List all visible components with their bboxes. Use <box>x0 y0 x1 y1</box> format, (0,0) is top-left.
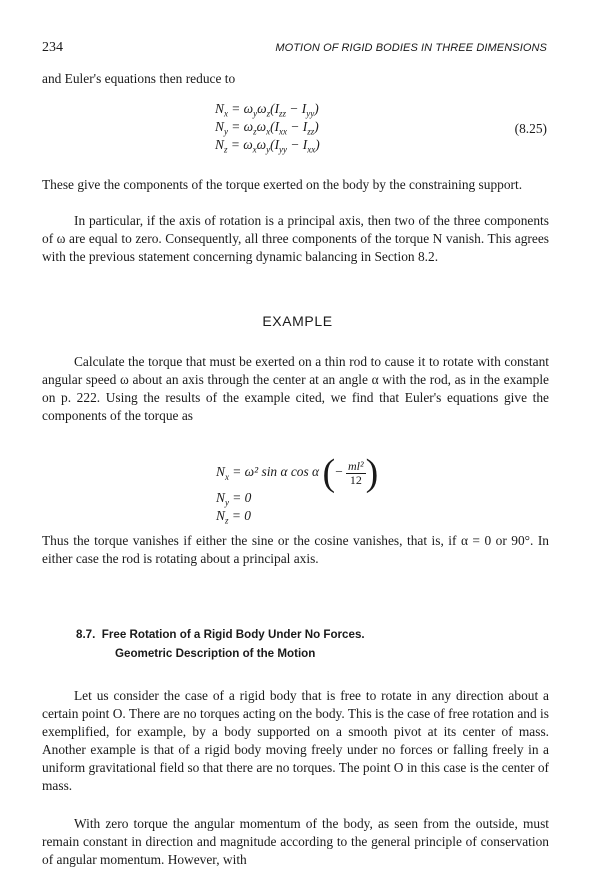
running-header <box>0 40 595 58</box>
section-title-line2: Geometric Description of the Motion <box>115 647 316 660</box>
paragraph-angular-momentum: With zero torque the angular momentum of the body, as seen from the outside, must remain constant in direction and magnitude according to the general principle of conservation of angular momentum. However, with <box>42 816 549 867</box>
equation-number: (8.25) <box>514 121 547 136</box>
section-title-line1: Free Rotation of a Rigid Body Under No Forces. <box>101 628 365 641</box>
example-eq-ny-rhs: = 0 <box>232 490 252 505</box>
page-number: 234 <box>42 40 63 55</box>
eq-ny-sub: y <box>223 126 228 137</box>
eq-nx-lhs: N <box>215 101 224 116</box>
fraction-denominator: 12 <box>349 472 362 487</box>
eq-nz-sub: z <box>223 144 228 155</box>
eq-ny-rhs: = $\omega_z\omega_x(I_{xx} - I_{zz})$ <box>231 119 319 137</box>
eq-nz-rhs: = $\omega_x\omega_y(I_{yy} - I_{xx})$ <box>230 137 320 155</box>
equation-row-ny <box>215 119 319 135</box>
equation-row-nx <box>215 101 319 117</box>
paragraph-principal-axis: In particular, if the axis of rotation is a principal axis, then two of the three components of ω are equal to zero. Consequently, all three components of the torque N vanish. This agrees with the previous statement concerning dynamic balancing in Section 8.2. <box>42 213 549 264</box>
running-title: MOTION OF RIGID BODIES IN THREE DIMENSIONS <box>275 42 547 54</box>
example-eq-ny: $N_y = 0$ <box>216 490 252 508</box>
eq-ny-lhs: N <box>215 119 224 134</box>
example-equations <box>0 446 595 526</box>
section-heading <box>76 625 365 663</box>
example-eq-nz: $N_z = 0$ <box>216 508 251 526</box>
eq-nz-lhs: N <box>215 137 224 152</box>
intro-text: and Euler's equations then reduce to <box>42 71 236 86</box>
section-number: 8.7. <box>76 628 96 641</box>
example-eq-nz-rhs: = 0 <box>231 508 251 523</box>
equation-row-nz <box>215 137 320 153</box>
example-heading: EXAMPLE <box>262 313 333 329</box>
eq-nx-sub: x <box>223 108 228 119</box>
paragraph-free-rotation: Let us consider the case of a rigid body that is free to rotate in any direction about a certain point O. There are no torques acting on the body. This is the case of free rotation and is exemplified, for example, by a body supported on a smooth pivot at its center of mass. Another example is that of a rigid body moving freely under no forces or falling freely in a uniform gravitational field so that there are no torques. The point O in this case is the center of mass. <box>42 688 549 793</box>
example-eq-nx-rhs: = ω² sin α cos α <box>232 464 320 480</box>
equation-8-25 <box>0 101 595 157</box>
paragraph-constraint: These give the components of the torque exerted on the body by the constraining support. <box>42 177 523 192</box>
eq-nx-rhs: = $\omega_y\omega_z(I_{zz} - I_{yy})$ <box>231 101 319 119</box>
example-problem: Calculate the torque that must be exerted on a thin rod to cause it to rotate with constant angular speed ω about an axis through the center at an angle α with the rod, as in the example on p. 222. Using the results of the example cited, we find that Euler's equations give the components of the torque as <box>42 354 549 423</box>
fraction-numerator: ml² <box>348 458 364 473</box>
fraction-ml2-over-12 <box>346 460 366 487</box>
example-conclusion: Thus the torque vanishes if either the sine or the cosine vanishes, that is, if α = 0 or 90°. In either case the rod is rotating about a principal axis. <box>42 533 549 566</box>
example-eq-nx: $N_x = \omega^2$ sin α cos α (− $\frac{\text{ml²}}{12}$ ) <box>216 452 379 494</box>
